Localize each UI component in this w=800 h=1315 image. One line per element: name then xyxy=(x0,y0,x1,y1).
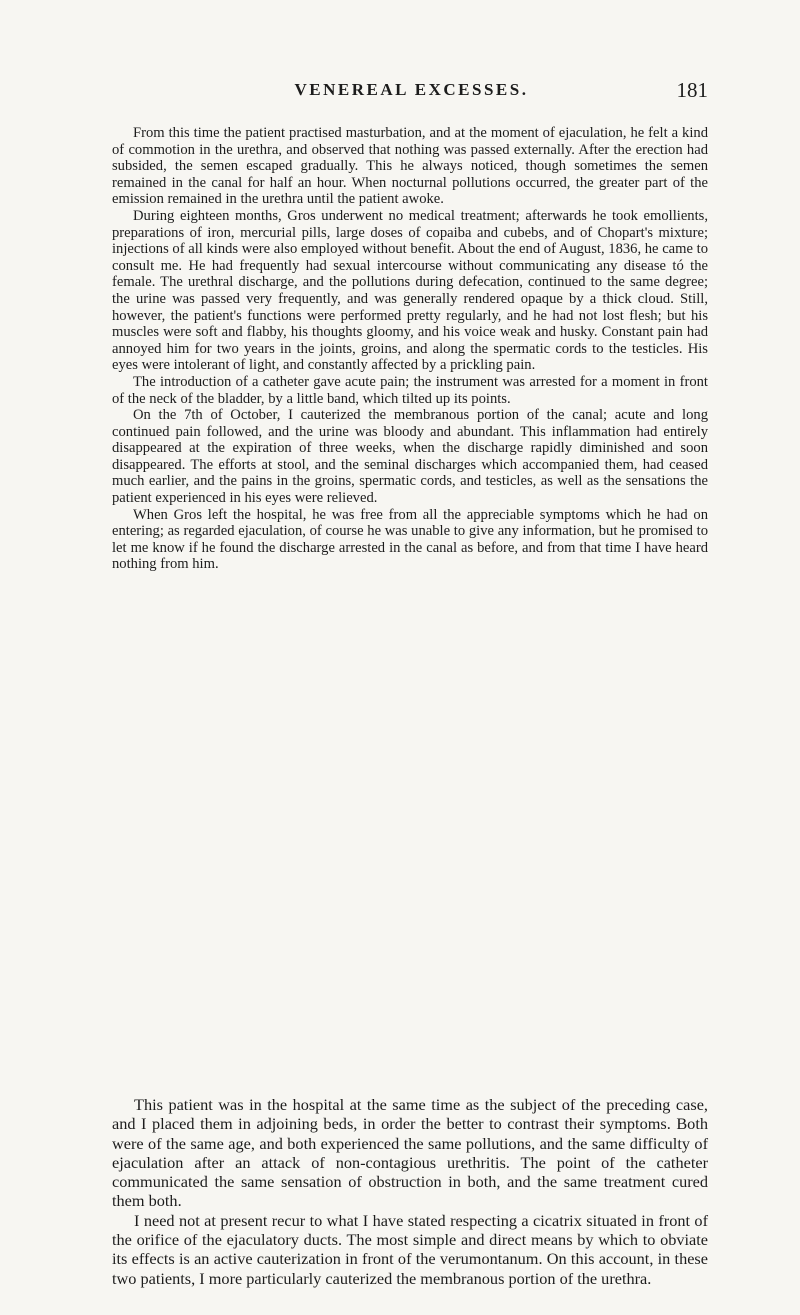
paragraph: The introduction of a catheter gave acute pain; the instrument was arrested for a moment in front of the neck of the bladder, by a little band, which tilted up its points. xyxy=(112,373,708,407)
running-title: VENEREAL EXCESSES. xyxy=(294,80,529,99)
running-head xyxy=(115,80,708,110)
commentary-body xyxy=(112,1095,708,1288)
paragraph: When Gros left the hospital, he was free from all the appreciable symptoms which he had on entering; as regarded ejaculation, of course he was unable to give any information, but he promised to let me know if he found the discharge arrested in the canal as before, and from that time I have heard nothing from him. xyxy=(112,506,708,573)
paragraph: From this time the patient practised masturbation, and at the moment of ejaculation, he felt a kind of commotion in the urethra, and observed that nothing was passed externally. After the erection had subsided, the semen escaped gradually. This he always noticed, though sometimes the semen remained in the canal for half an hour. When nocturnal pollutions occurred, the greater part of the emission remained in the urethra until the patient awoke. xyxy=(112,125,708,208)
paragraph: This patient was in the hospital at the same time as the subject of the preceding case, and I placed them in adjoining beds, in order the better to contrast their symptoms. Both were of the same age, and both experienced the same pollutions, and the same difficulty of ejaculation after an attack of non-contagious urethritis. The point of the catheter communicated the same sensation of obstruction in both, and the same treatment cured them both. xyxy=(112,1095,708,1211)
paragraph: During eighteen months, Gros underwent no medical treatment; afterwards he took emollients, preparations of iron, mercurial pills, large doses of copaiba and cubebs, and of Chopart's mixture; injections of all kinds were also employed without benefit. About the end of August, 1836, he came to consult me. He had frequently had sexual intercourse without communicating any disease tó the female. The urethral discharge, and the pollutions during defecation, continued to the same degree; the urine was passed very frequently, and was generally rendered opaque by a thick cloud. Still, however, the patient's functions were performed pretty regularly, and he had not lost flesh; but his muscles were soft and flabby, his thoughts gloomy, and his voice weak and husky. Constant pain had annoyed him for two years in the joints, groins, and along the spermatic cords to the testicles. His eyes were intolerant of light, and constantly affected by a prickling pain. xyxy=(112,207,708,374)
paragraph: I need not at present recur to what I have stated respecting a cicatrix situated in front of the orifice of the ejaculatory ducts. The most simple and direct means by which to obviate its effects is an active cauterization in front of the verumontanum. On this account, in these two patients, I more particularly cauterized the membranous portion of the urethra. xyxy=(112,1210,708,1288)
case-report-body xyxy=(112,125,708,573)
page-number: 181 xyxy=(676,78,708,102)
paragraph: On the 7th of October, I cauterized the membranous portion of the canal; acute and long continued pain followed, and the urine was bloody and abundant. This inflammation had entirely disappeared at the expiration of three weeks, when the discharge rapidly diminished and soon disappeared. The efforts at stool, and the seminal discharges which accompanied them, had ceased much earlier, and the pains in the groins, spermatic cords, and testicles, as well as the sensations the patient experienced in his eyes were relieved. xyxy=(112,407,708,507)
